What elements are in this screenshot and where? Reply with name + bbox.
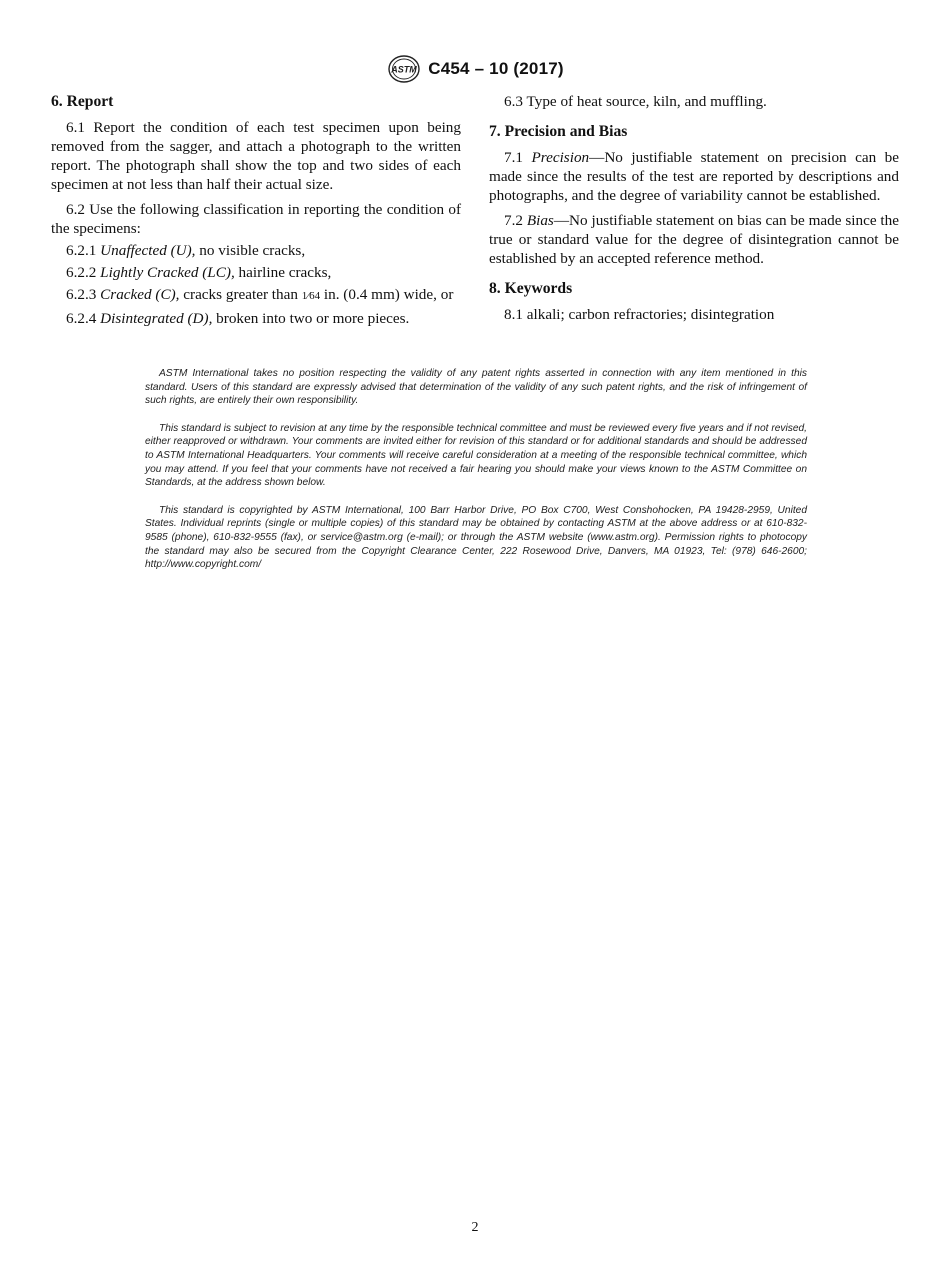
item-6-2-2: 6.2.2 Lightly Cracked (LC), hairline cracks, [66, 264, 332, 281]
item-6-2-1: 6.2.1 Unaffected (U), no visible cracks, [66, 242, 306, 259]
paragraph-6-2: 6.2 Use the following classification in reporting the condition of the specimens: [51, 201, 461, 237]
revision-notice: This standard is subject to revision at any time by the responsible technical committee and must be reviewed every five years and if not revised, either reapproved or withdrawn. Your comments are invited either for revision of this standard or for additional standards and should be addressed to ASTM International Headquarters. Your comments will receive careful consideration at a meeting of the responsible technical committee, which you may attend. If you feel that your comments have not received a fair hearing you should make your views known to the ASTM Committee on Standards, at the address shown below. [145, 422, 807, 489]
left-column [51, 92, 461, 331]
patent-notice: ASTM International takes no position respecting the validity of any patent rights asserted in connection with any item mentioned in this standard. Users of this standard are expressly advised that determination of the validity of any such patent rights, and the risk of infringement of such rights, are entirely their own responsibility. [145, 368, 807, 407]
copyright-notice: This standard is copyrighted by ASTM International, 100 Barr Harbor Drive, PO Box C700, West Conshohocken, PA 19428-2959, United States. Individual reprints (single or multiple copies) of this standard may be obtained by contacting ASTM at the above address or at 610-832-9585 (phone), 610-832-9555 (fax), or service@astm.org (e-mail); or through the ASTM website (www.astm.org). Permission rights to photocopy the standard may also be secured from the Copyright Clearance Center, 222 Rosewood Drive, Danvers, MA 01923, Tel: (978) 646-2600; http://www.copyright.com/ [145, 504, 807, 571]
paragraph-6-1: 6.1 Report the condition of each test specimen upon being removed from the sagger, and attach a photograph to the written report. The photograph shall show the top and two sides of each specimen at not less than half their actual size. [51, 119, 461, 193]
section-8-heading: 8. Keywords [489, 280, 573, 297]
paragraph-8-1: 8.1 alkali; carbon refractories; disintegration [504, 306, 775, 323]
section-6-heading: 6. Report [51, 93, 114, 110]
paragraph-6-3: 6.3 Type of heat source, kiln, and muffling. [504, 93, 767, 110]
svg-text:ASTM: ASTM [391, 64, 417, 75]
item-6-2-3: 6.2.3 Cracked (C), cracks greater than 1⁄64 in. (0.4 mm) wide, or [66, 286, 454, 303]
legal-notices [145, 367, 807, 586]
page-header [0, 54, 950, 84]
page-number: 2 [471, 1220, 479, 1235]
item-6-2-4: 6.2.4 Disintegrated (D), broken into two or more pieces. [66, 310, 410, 327]
section-7-heading: 7. Precision and Bias [489, 123, 628, 140]
standard-designation: C454 – 10 (2017) [428, 59, 564, 78]
right-column [489, 92, 899, 330]
paragraph-7-2: 7.2 Bias—No justifiable statement on bias can be made since the true or standard value for the degree of disintegration cannot be established by an accepted reference method. [489, 212, 899, 267]
paragraph-7-1: 7.1 Precision—No justifiable statement on precision can be made since the results of the test are reported by descriptions and photographs, and the degree of variability cannot be established. [489, 149, 900, 204]
astm-logo-icon [386, 54, 422, 84]
